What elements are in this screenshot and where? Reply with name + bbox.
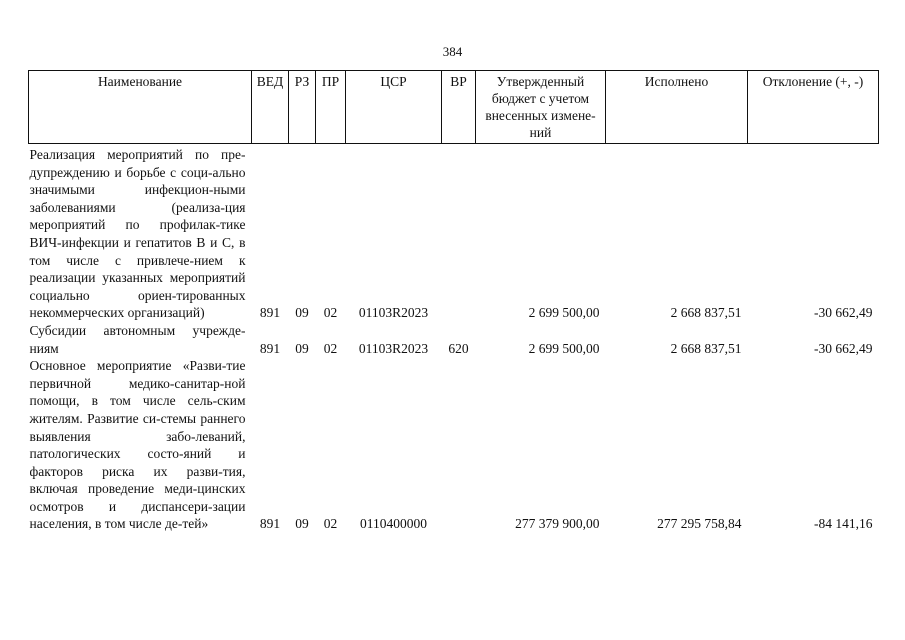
header-executed: Исполнено bbox=[606, 71, 748, 144]
row-approved: 2 699 500,00 bbox=[528, 340, 600, 356]
row-ved: 891 bbox=[259, 516, 281, 532]
table-row bbox=[29, 322, 879, 357]
header-rz: РЗ bbox=[289, 71, 316, 144]
row-pr: 02 bbox=[323, 516, 338, 532]
page-number: 384 bbox=[442, 44, 463, 59]
row-executed: 277 295 758,84 bbox=[657, 516, 742, 532]
row-name: Субсидии автономным учрежде-ниям bbox=[29, 322, 246, 356]
row-approved: 2 699 500,00 bbox=[528, 305, 600, 321]
header-pr: ПР bbox=[316, 71, 346, 144]
row-pr: 02 bbox=[323, 340, 338, 356]
row-deviation: -84 141,16 bbox=[814, 516, 873, 532]
header-ved: ВЕД bbox=[252, 71, 289, 144]
budget-table bbox=[28, 70, 879, 533]
header-vr: ВР bbox=[442, 71, 476, 144]
row-rz: 09 bbox=[295, 340, 309, 356]
row-approved: 277 379 900,00 bbox=[515, 516, 600, 532]
row-vr: 620 bbox=[448, 340, 469, 356]
row-csr: 01103R2023 bbox=[358, 340, 429, 356]
row-pr: 02 bbox=[323, 305, 338, 321]
row-deviation: -30 662,49 bbox=[814, 340, 873, 356]
row-rz: 09 bbox=[295, 516, 309, 532]
row-executed: 2 668 837,51 bbox=[670, 340, 742, 356]
row-name: Основное мероприятие «Разви-тие первичной медико-санитар-ной помощи, в том числе сель-ским жителям. Развитие си-стемы раннего выявления забо-леваний, патологических состо-яний и факторов риска их разви-тия, включая проведение меди-цинских осмотров и диспансери-зации населения, в том числе де-тей» bbox=[29, 358, 246, 532]
row-vr bbox=[442, 357, 476, 533]
row-executed: 2 668 837,51 bbox=[670, 305, 742, 321]
row-deviation: -30 662,49 bbox=[814, 305, 873, 321]
header-deviation: Отклонение (+, -) bbox=[748, 71, 879, 144]
row-csr: 01103R2023 bbox=[358, 305, 429, 321]
row-vr bbox=[442, 144, 476, 322]
table-row bbox=[29, 357, 879, 533]
row-ved: 891 bbox=[259, 305, 281, 321]
row-ved: 891 bbox=[259, 340, 281, 356]
row-name: Реализация мероприятий по пре-дупреждению и борьбе с соци-ально значимыми инфекцион-ными заболеваниями (реализа-ция мероприятий по профилак-тике ВИЧ-инфекции и гепатитов В и С, в том числе с привлече-нием к реализации указанных мероприятий социально ориен-тированных некоммерческих организаций) bbox=[29, 147, 246, 321]
header-name: Наименование bbox=[29, 71, 252, 144]
row-rz: 09 bbox=[295, 305, 309, 321]
header-csr: ЦСР bbox=[346, 71, 442, 144]
row-csr: 0110400000 bbox=[360, 516, 427, 532]
header-approved: Утвержденный бюджет с учетом внесенных измене-ний bbox=[476, 71, 606, 144]
table-row bbox=[29, 144, 879, 322]
table-header-row bbox=[29, 71, 879, 144]
